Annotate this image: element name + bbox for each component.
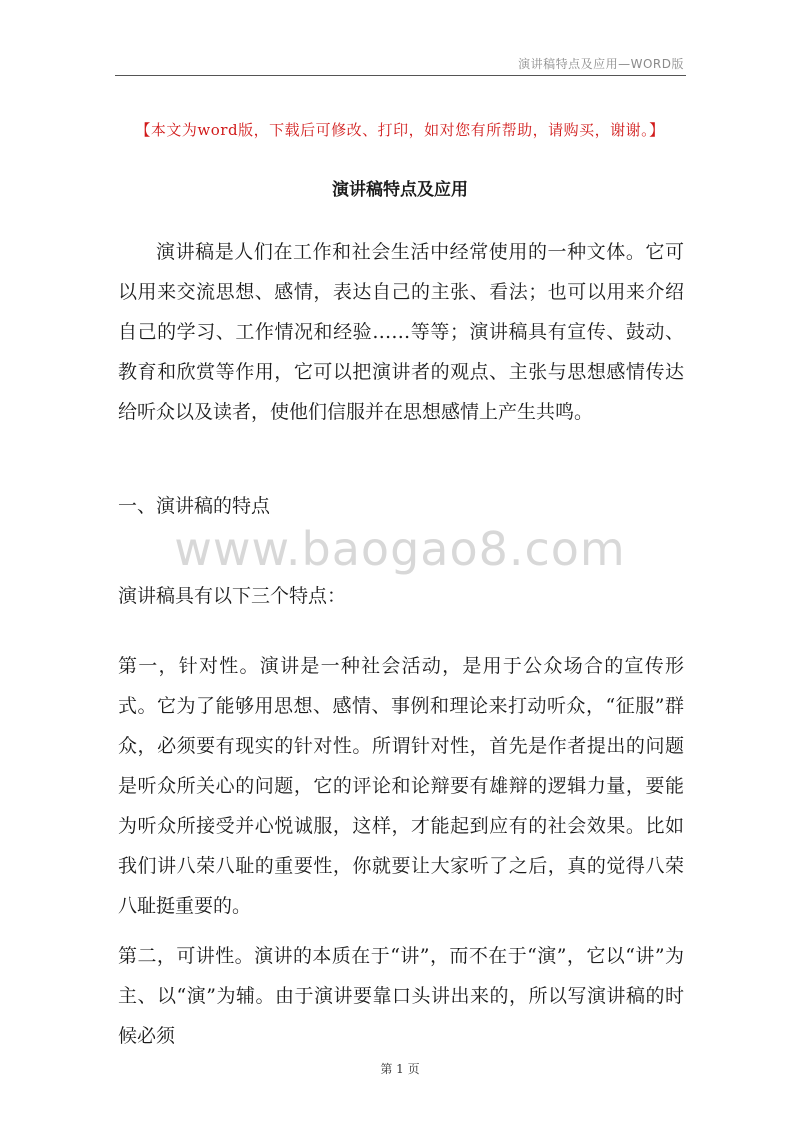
document-title: 演讲稿特点及应用 xyxy=(332,180,468,200)
point-one-paragraph: 第一，针对性。演讲是一种社会活动，是用于公众场合的宣传形式。它为了能够用思想、感情、事例和理论来打动听众，“征服”群众，必须要有现实的针对性。所谓针对性，首先是作者提出的问题是听众所关心的问题，它的评论和论辩要有雄辩的逻辑力量，要能为听众所接受并心悦诚服，这样，才能起到应有的社会效果。比如我们讲八荣八耻的重要性，你就要让大家听了之后，真的觉得八荣八耻挺重要的。 xyxy=(118,655,684,917)
features-intro: 演讲稿具有以下三个特点： xyxy=(118,585,347,607)
watermark: www.baogao8.com xyxy=(174,522,626,576)
intro-paragraph: 演讲稿是人们在工作和社会生活中经常使用的一种文体。它可以用来交流思想、感情，表达自己的主张、看法；也可以用来介绍自己的学习、工作情况和经验……等等；演讲稿具有宣传、鼓动、教育和欣赏等作用，它可以把演讲者的观点、主张与思想感情传达给听众以及读者，使他们信服并在思想感情上产生共鸣。 xyxy=(118,241,684,423)
page-number: 第 1 页 xyxy=(380,1062,420,1076)
download-notice: 【本文为word版，下载后可修改、打印，如对您有所帮助，请购买，谢谢。】 xyxy=(135,121,665,139)
header-divider xyxy=(115,75,686,76)
section-heading: 一、演讲稿的特点 xyxy=(118,495,271,517)
running-header: 演讲稿特点及应用—WORD版 xyxy=(518,57,684,71)
point-two-paragraph: 第二，可讲性。演讲的本质在于“讲”，而不在于“演”，它以“讲”为主、以“演”为辅。由于演讲要靠口头讲出来的，所以写演讲稿的时候必须 xyxy=(118,945,684,1047)
